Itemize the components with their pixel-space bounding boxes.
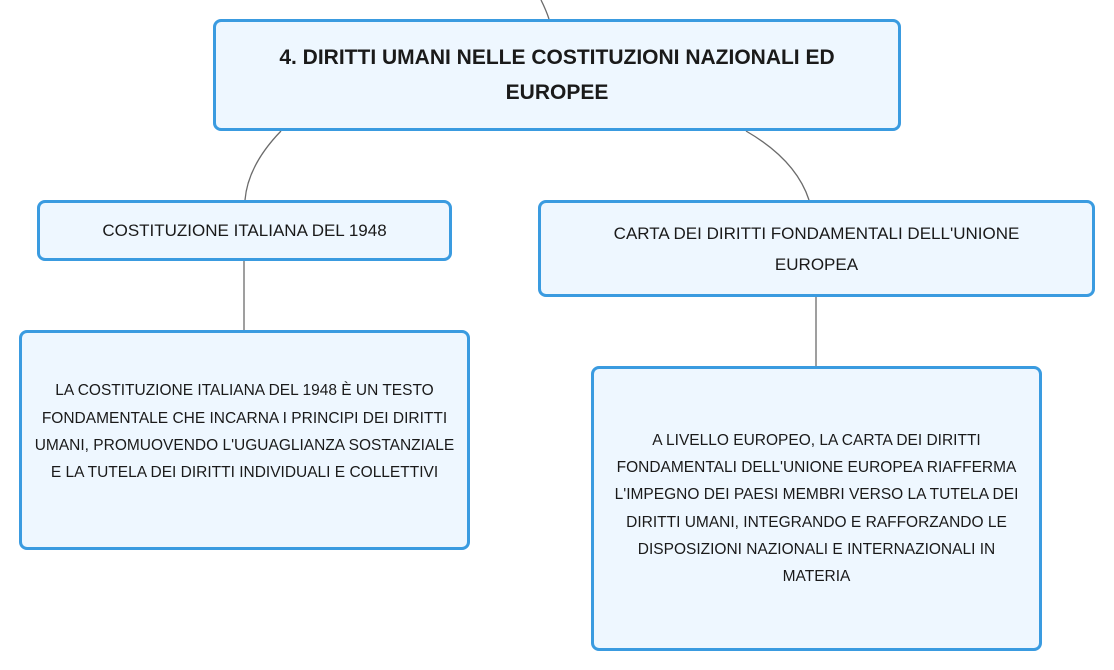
detail-carta-diritti-ue[interactable] [591,366,1042,651]
topic-costituzione-italiana[interactable] [37,200,452,261]
connector-parent-to-root [541,0,549,19]
topic-carta-diritti-ue[interactable] [538,200,1095,297]
topic-carta-diritti-ue-label: CARTA DEI DIRITTI FONDAMENTALI DELL'UNIONE EUROPEA [613,223,1020,274]
root-topic-title: 4. DIRITTI UMANI NELLE COSTITUZIONI NAZIONALI ED EUROPEE [279,46,835,104]
connector-root-to-carta [746,131,809,200]
detail-carta-diritti-ue-text: A LIVELLO EUROPEO, LA CARTA DEI DIRITTI FONDAMENTALI DELL'UNIONE EUROPEA RIAFFERMA L'IMPEGNO DEI PAESI MEMBRI VERSO LA TUTELA DEI DIRITTI UMANI, INTEGRANDO E RAFFORZANDO LE DISPOSIZIONI NAZIONALI E INTERNAZIONALI IN MATERIA [614,431,1019,586]
detail-costituzione-italiana-text: LA COSTITUZIONE ITALIANA DEL 1948 È UN TESTO FONDAMENTALE CHE INCARNA I PRINCIPI DEI DIRITTI UMANI, PROMUOVENDO L'UGUAGLIANZA SOSTANZIALE E LA TUTELA DEI DIRITTI INDIVIDUALI E COLLETTIVI [34,382,455,482]
root-topic-node[interactable] [213,19,901,131]
detail-costituzione-italiana[interactable] [19,330,470,550]
connector-root-to-italiana [245,131,281,200]
topic-costituzione-italiana-label: COSTITUZIONE ITALIANA DEL 1948 [102,221,387,240]
